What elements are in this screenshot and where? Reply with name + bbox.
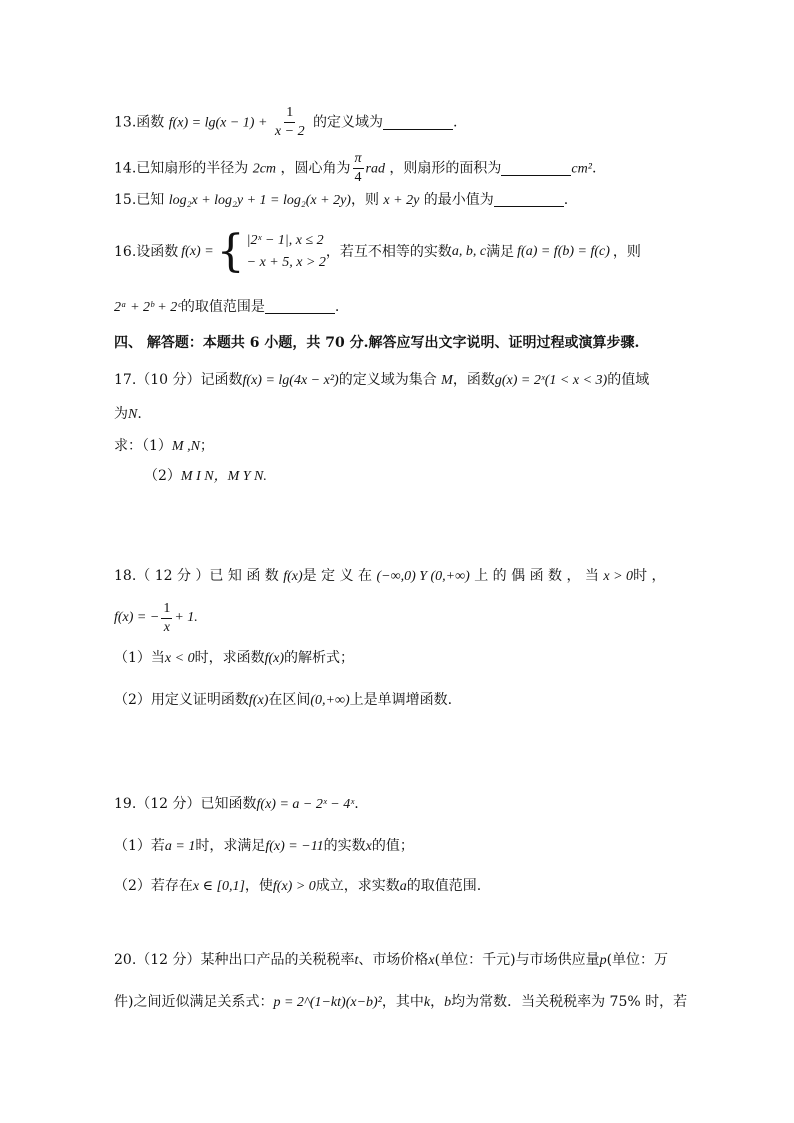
question-13: 13.函数 f(x) = lg(x − 1) + $\frac{1}{x - 2}$ 的定义域为 . [114, 105, 458, 139]
question-19 [114, 794, 359, 815]
question-19-part-2 [114, 876, 481, 897]
q14-answer-blank [501, 161, 571, 176]
q16-answer-blank [265, 299, 335, 314]
q19-part1-eq: f(x) = −11 [265, 839, 324, 854]
q20-formula: p = 2^(1−kt)(x−b)² [273, 995, 382, 1010]
q13-text-b: 的定义域为 [313, 114, 384, 131]
question-17 [114, 370, 649, 391]
q14-number: 14. [114, 160, 137, 177]
q19-part1-c: 的实数 [323, 838, 366, 854]
q17-set-m: M [441, 373, 453, 388]
question-20-line-2 [114, 992, 687, 1013]
q16-line2-text: 的取值范围是 [180, 299, 265, 315]
q18-condition: x > 0 [603, 569, 634, 584]
q17-part1-end: ； [199, 438, 214, 454]
q16-vars: a, b, c [451, 244, 487, 259]
question-17-part-2 [144, 466, 267, 487]
question-18 [114, 566, 666, 587]
q16-brace: { [216, 226, 245, 277]
q17-gx: g(x) = 2ˣ(1 < x < 3) [494, 373, 608, 388]
q19-part1-cond: a = 1 [164, 839, 196, 854]
q16-text-b: ，若互不相等的实数 [325, 244, 452, 260]
q15-text-b: ，则 [350, 192, 379, 208]
q19-part1-b: 时，求满足 [195, 838, 266, 854]
q14-text-c: ，则扇形的面积为 [389, 160, 502, 177]
q15-answer-blank [494, 192, 564, 207]
q18-line2-end: + 1. [174, 610, 198, 625]
q17-line2-a: 为 [114, 406, 128, 422]
q18-line1-c: 上 的 偶 函 数 ， 当 [474, 568, 599, 584]
q14-unit: rad [365, 161, 385, 177]
q16-line2-expr: 2ᵃ + 2ᵇ + 2ᶜ [114, 300, 181, 315]
q17-line1-c: ，函数 [452, 372, 495, 388]
q15-equation: log₂x + log₂y + 1 = log₂(x + 2y) [168, 193, 351, 208]
q19-part1-d: 的值； [371, 838, 414, 854]
q18-line1-a: 18.（ 12 分 ）已 知 函 数 [114, 568, 279, 584]
question-15: 15.已知 log₂x + log₂y + 1 = log₂(x + 2y)，则 x + 2y 的最小值为 . [114, 192, 569, 208]
q18-part1-c: 的解析式； [284, 650, 355, 666]
q20-x: x [428, 953, 435, 968]
q19-part2-ineq: f(x) > 0 [272, 879, 316, 894]
q17-part1-label: 求：（1） [114, 438, 172, 454]
q17-fx: f(x) = lg(4x − x²) [242, 373, 339, 388]
q18-domain: (−∞,0) Y (0,+∞) [376, 569, 470, 584]
question-18-part-2 [114, 690, 452, 711]
q18-part2-fx: f(x) [248, 693, 269, 708]
question-18-part-1 [114, 648, 354, 669]
q18-part2-c: 上是单调增函数. [349, 692, 453, 708]
question-16 [114, 228, 641, 276]
q14-fraction [353, 150, 364, 187]
q20-line1-a: 20.（12 分）某种出口产品的关税税率 [114, 952, 355, 968]
q16-case-2: − x + 5, x > 2 [246, 255, 326, 270]
question-20 [114, 950, 668, 971]
q18-part1-cond: x < 0 [164, 651, 195, 666]
q19-part2-cond: x ∈ [0,1] [192, 879, 245, 894]
q16-text-c: 满足 [486, 244, 515, 260]
q18-frac-den: x [163, 619, 170, 635]
q19-line1-a: 19.（12 分）已知函数 [114, 796, 257, 812]
q17-part2-label: （2） [144, 468, 181, 484]
q18-line1-b: 是 定 义 在 [302, 568, 373, 584]
q13-frac-num: 1 [284, 104, 295, 123]
q16-fx: f(x) = [181, 244, 214, 259]
q18-part1-fx: f(x) [264, 651, 285, 666]
q15-text-c: 的最小值为 [423, 192, 494, 208]
q14-radius: 2cm [252, 161, 277, 177]
q15-text-a: 已知 [136, 192, 165, 208]
q18-part1-a: （1）当 [114, 650, 165, 666]
question-16-line-2: 2ᵃ + 2ᵇ + 2ᶜ的取值范围是 . [114, 299, 340, 315]
q20-line2-d: 均为常数．当关税税率为 75% 时，若 [451, 994, 688, 1010]
q18-line1-d: 时 ， [633, 568, 666, 584]
q20-line1-c: (单位：千元)与市场供应量 [434, 952, 600, 968]
q20-k: k [423, 995, 431, 1010]
q19-part2-c: 成立，求实数 [315, 878, 400, 894]
q13-formula: f(x) = lg(x − 1) + [168, 115, 271, 131]
q20-line2-a: 件)之间近似满足关系式： [114, 994, 274, 1010]
q14-area-unit: cm² [571, 161, 592, 177]
q14-frac-den: 4 [354, 170, 362, 185]
q13-frac-den: x − 2 [274, 124, 305, 139]
q16-condition: f(a) = f(b) = f(c) [517, 244, 610, 259]
q18-fraction [161, 600, 172, 637]
q20-line1-b: 、市场价格 [358, 952, 429, 968]
q18-part2-interval: (0,+∞) [310, 693, 350, 708]
q18-part2-a: （2）用定义证明函数 [114, 692, 249, 708]
q18-part2-b: 在区间 [268, 692, 311, 708]
q15-number: 15. [114, 192, 137, 208]
q19-part2-b: ，使 [244, 878, 273, 894]
question-17-part-1 [114, 436, 214, 457]
q19-part2-d: 的取值范围. [406, 878, 482, 894]
q20-t: t [354, 953, 359, 968]
q19-part2-a: （2）若存在 [114, 878, 193, 894]
q19-part1-x: x [365, 839, 372, 854]
q20-b: b [444, 995, 452, 1010]
q13-text-a: 函数 [136, 114, 165, 131]
q20-line1-d: (单位：万 [606, 952, 669, 968]
q17-line1-a: 17.（10 分）记函数 [114, 372, 243, 388]
q18-line2-fx: f(x) = − [114, 610, 160, 625]
q16-number: 16. [114, 244, 137, 260]
q13-answer-blank [383, 115, 453, 130]
q17-line1-d: 的值域 [607, 372, 650, 388]
q16-text-d: ，则 [612, 244, 641, 260]
q18-part1-b: 时，求函数 [194, 650, 265, 666]
q13-fraction [273, 104, 307, 141]
q19-line1-b: . [354, 796, 359, 812]
q15-expression: x + 2y [383, 193, 420, 208]
q14-text-a: 已知扇形的半径为 [136, 160, 249, 177]
q14-text-b: ，圆心角为 [280, 160, 351, 177]
q13-number: 13. [114, 114, 137, 131]
question-18-line-2 [114, 598, 198, 638]
q16-case-1: |2ˣ − 1|, x ≤ 2 [246, 233, 324, 248]
q20-line2-b: ，其中 [381, 994, 424, 1010]
q17-set-n: N [128, 407, 138, 422]
question-14: 14.已知扇形的半径为 2cm ，圆心角为 $\frac{\pi}{4}$ rad ，则扇形的面积为 cm². [114, 151, 597, 185]
q18-frac-num: 1 [161, 600, 172, 619]
q14-frac-num: π [353, 150, 364, 169]
q20-line2-c: ， [430, 994, 445, 1010]
q16-cases [247, 230, 326, 274]
question-17-line-2: 为N. [114, 406, 142, 422]
question-19-part-1 [114, 836, 414, 857]
q16-text-a: 设函数 [136, 244, 179, 260]
q20-p: p [599, 953, 607, 968]
q19-part1-a: （1）若 [114, 838, 165, 854]
q17-part1-math: M ,N [171, 439, 200, 454]
q16-piecewise [216, 226, 326, 277]
q19-part2-a-var: a [399, 879, 407, 894]
q17-line1-b: 的定义域为集合 [338, 372, 437, 388]
q18-fx: f(x) [283, 569, 303, 584]
section-4-heading: 四、 解答题：本题共 6 小题，共 70 分.解答应写出文字说明、证明过程或演算步骤. [114, 335, 640, 351]
q19-fx: f(x) = a − 2ˣ − 4ˣ [256, 797, 355, 812]
q17-part2-math: M I N，M Y N. [180, 469, 267, 484]
